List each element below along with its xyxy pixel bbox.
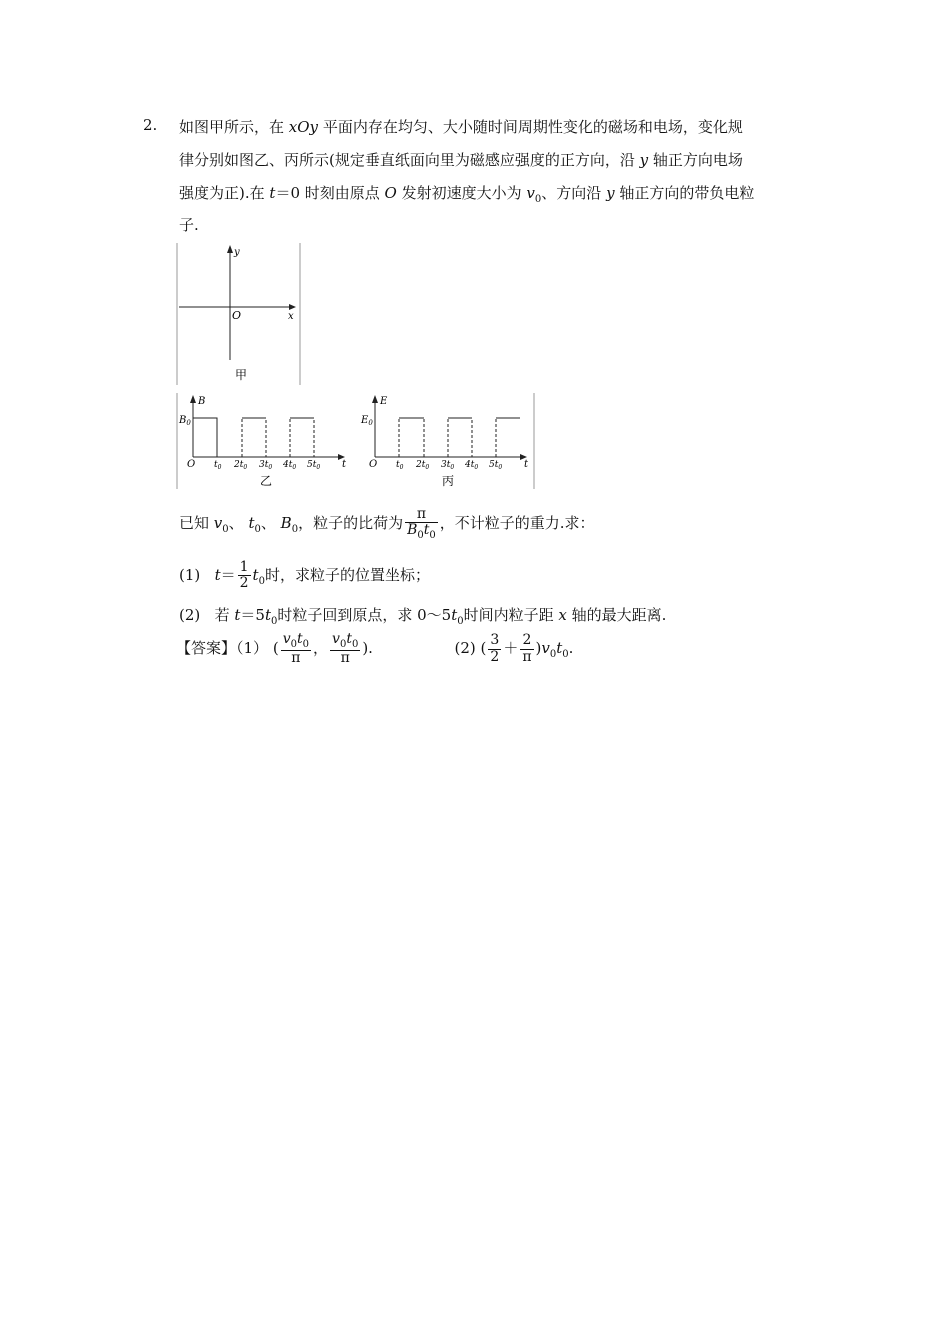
numerator: $v_0t_0$ [332, 631, 359, 650]
figure-bing [358, 393, 538, 497]
x-tick-labels [396, 460, 502, 471]
subscript: 0 [222, 524, 229, 536]
text: 已知 [179, 514, 210, 533]
denominator: 2 [490, 648, 500, 665]
y-tick-label: $B_0$ [179, 415, 191, 427]
stem-variable-t: t [269, 184, 276, 202]
var-t: t [556, 639, 563, 658]
x-axis-label: t [342, 459, 347, 470]
numerator: 2 [520, 633, 533, 649]
figure-jia [176, 243, 302, 389]
answer-fraction-y [330, 632, 360, 666]
text: 、 [228, 514, 244, 533]
text: ＋ [503, 639, 519, 658]
x-axis-label: t [524, 459, 529, 470]
part-label: (2) [179, 606, 201, 624]
subscript: 0 [291, 524, 299, 536]
stem-text: 强度为正).在 [179, 184, 265, 202]
x-tick-4t0: $4t_0$ [465, 460, 479, 471]
stem-text: ＝0 时刻由原点 [275, 184, 380, 202]
x-tick-t0: $t_0$ [214, 460, 222, 471]
x-tick-labels [214, 460, 320, 471]
text: (2) ( [454, 639, 487, 658]
stem-variable-o: O [384, 184, 397, 202]
stem-text: 轴正方向的带负电粒 [619, 184, 755, 202]
numerator: 3 [490, 632, 500, 649]
magnetic-field-waveform [193, 418, 314, 457]
charge-mass-ratio-fraction [405, 507, 438, 541]
denominator: π [291, 649, 301, 666]
part-1 [179, 560, 430, 592]
subscript: 0 [562, 649, 569, 661]
answer-line [176, 632, 573, 666]
origin-label: O [369, 459, 378, 470]
fraction-half [238, 560, 251, 592]
figure-caption: 丙 [442, 474, 455, 488]
numerator: 1 [239, 559, 249, 575]
x-tick-2t0: $2t_0$ [416, 460, 430, 471]
origin-label: O [187, 459, 196, 470]
stem-variable-v: v [526, 184, 535, 202]
stem-variable-y: y [606, 184, 615, 202]
text: ，粒子的比荷为 [298, 514, 404, 533]
text: ＝5 [240, 606, 265, 624]
subscript: 0 [254, 524, 261, 536]
x-tick-3t0: $3t_0$ [259, 460, 273, 471]
var-t: t [248, 514, 255, 533]
x-axis-label: x [288, 311, 294, 322]
text: ) [535, 639, 542, 658]
var-t: t [252, 565, 259, 584]
subscript: 0 [270, 616, 278, 627]
var-t: t [264, 606, 271, 624]
y-axis-label: B [198, 396, 206, 407]
var-b: B [280, 514, 292, 533]
known-conditions [179, 507, 595, 541]
numerator: $v_0t_0$ [282, 631, 309, 650]
denominator: $B_0t_0$ [407, 522, 436, 542]
stem-text: 、方向沿 [541, 184, 602, 202]
stem-variable-y: y [639, 151, 649, 169]
answer-fraction-x [281, 632, 311, 666]
origin-label: O [232, 309, 242, 322]
denominator: π [522, 648, 532, 665]
stem-text: 发射初速度大小为 [401, 184, 522, 202]
question-stem-line-1 [179, 116, 743, 137]
answer-label: 【答案】（1） [176, 639, 269, 658]
y-tick-label: $E_0$ [361, 415, 373, 427]
part-label: (1) [179, 565, 201, 584]
question-number: 2. [143, 116, 158, 134]
text: 时间内粒子距 [463, 606, 554, 624]
part-2 [179, 604, 666, 627]
stem-variable-xoy: xOy [288, 118, 319, 136]
x-tick-3t0: $3t_0$ [441, 460, 455, 471]
denominator: 2 [239, 575, 249, 592]
figure-caption: 乙 [260, 474, 273, 488]
text: ，不计粒子的重力.求： [439, 514, 595, 533]
answer-fraction-3-2 [488, 633, 501, 665]
var-t: t [234, 606, 241, 624]
text: 时粒子回到原点，求 0～5 [277, 606, 452, 624]
text: ， [313, 639, 329, 658]
var-x: x [558, 606, 567, 624]
question-stem-line-2 [179, 149, 743, 170]
text: 轴的最大距离. [571, 606, 667, 624]
x-tick-5t0: $5t_0$ [307, 460, 321, 471]
text: 若 [214, 606, 230, 624]
question-stem-line-4: 子. [179, 216, 199, 234]
figure-caption: 甲 [235, 368, 248, 382]
subscript: 0 [534, 194, 542, 205]
subscript: 0 [457, 616, 464, 627]
subscript: 0 [258, 575, 265, 587]
text: ( [272, 639, 279, 658]
text: 、 [260, 514, 276, 533]
electric-field-waveform [399, 418, 520, 457]
answer-fraction-2-pi [520, 633, 533, 665]
denominator: π [340, 649, 350, 666]
subscript: 0 [549, 649, 557, 661]
text: . [568, 639, 574, 658]
y-axis-label: E [380, 396, 388, 407]
stem-text: 如图甲所示，在 [179, 118, 285, 136]
stem-text: 平面内存在均匀、大小随时间周期性变化的磁场和电场，变化规 [322, 118, 743, 136]
var-t: t [214, 565, 221, 584]
figure-yi [176, 393, 356, 497]
question-stem-line-3 [179, 182, 754, 205]
x-tick-t0: $t_0$ [396, 460, 404, 471]
y-axis-label: y [234, 247, 240, 258]
numerator: π [405, 507, 438, 523]
var-v: v [541, 639, 550, 658]
text: ). [362, 639, 373, 658]
stem-text: 轴正方向电场 [652, 151, 743, 169]
stem-text: 律分别如图乙、丙所示(规定垂直纸面向里为磁感应强度的正方向，沿 [179, 151, 635, 169]
x-tick-4t0: $4t_0$ [283, 460, 297, 471]
var-v: v [213, 514, 223, 533]
var-t: t [451, 606, 458, 624]
x-tick-2t0: $2t_0$ [234, 460, 248, 471]
text: ＝ [220, 565, 236, 584]
text: 时，求粒子的位置坐标； [264, 565, 430, 584]
x-tick-5t0: $5t_0$ [489, 460, 503, 471]
